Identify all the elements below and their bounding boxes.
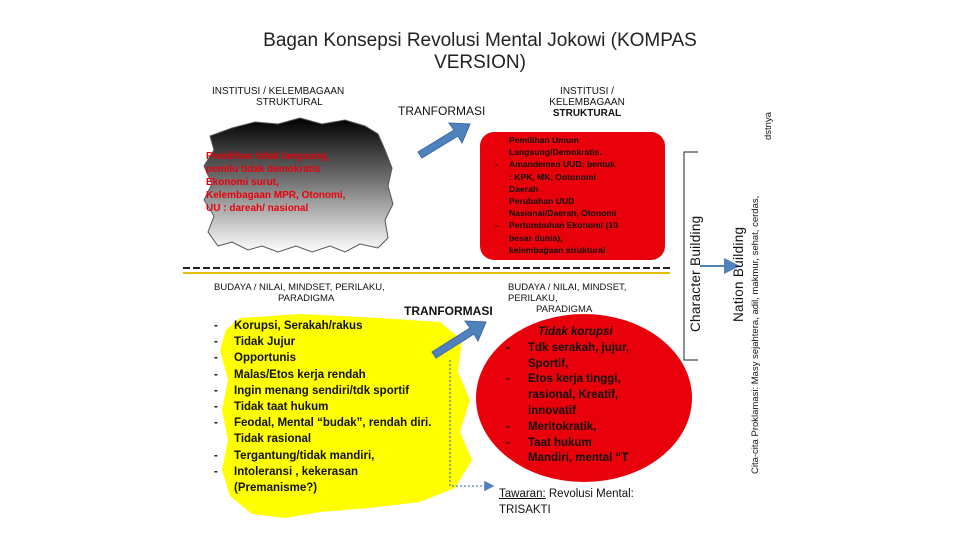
institution-old-item: pemilu tidak demokratis bbox=[206, 164, 321, 175]
culture-right-header bbox=[508, 282, 673, 315]
cita-cita-label-line-2: dstnya bbox=[763, 112, 774, 140]
institution-new-item: Langsung/Demokratis. bbox=[509, 147, 602, 158]
title-line-2: VERSION) bbox=[434, 52, 526, 73]
institution-new-item: : KPK, MK, Ootonomi bbox=[509, 171, 596, 182]
culture-new-first-item: Tidak korupsi bbox=[538, 326, 613, 338]
top-right-header bbox=[528, 86, 646, 119]
institution-new-list bbox=[483, 134, 663, 258]
institution-new-item: Nasional/Daerah, Otonomi bbox=[509, 208, 617, 219]
culture-old-item: - Tidak Jujur bbox=[214, 336, 296, 349]
institution-old-item: Ekonomi surut, bbox=[206, 177, 279, 188]
culture-old-item: - Ingin menang sendiri/tdk sportif bbox=[214, 384, 410, 397]
institution-new-item: besar dunia), bbox=[509, 232, 563, 243]
culture-new-list bbox=[506, 325, 668, 477]
institution-new-item: Pemilihan Umum bbox=[509, 135, 579, 145]
top-transform-label: TRANFORMASI bbox=[398, 104, 486, 118]
culture-right-header-line-1: BUDAYA / NILAI, MINDSET, PERILAKU, bbox=[508, 282, 627, 304]
institution-old-item: Pemilihan tidak langsung, bbox=[206, 151, 330, 162]
culture-old-item: - Korupsi, Serakah/rakus bbox=[214, 320, 363, 332]
culture-old-item: - Intoleransi , kekerasan bbox=[214, 465, 359, 478]
culture-new-item: - Tdk serakah, jujur, bbox=[506, 341, 629, 354]
top-right-header-line-1: INSTITUSI / bbox=[560, 86, 614, 97]
top-right-header-line-2: KELEMBAGAAN bbox=[549, 97, 625, 108]
culture-right-header-line-2: PARADIGMA bbox=[536, 304, 593, 315]
top-left-header bbox=[212, 86, 382, 108]
culture-new-item: - Taat hukum bbox=[506, 436, 592, 449]
nation-building-label: Nation Building bbox=[731, 226, 746, 322]
culture-old-item: Tidak rasional bbox=[234, 433, 312, 446]
top-left-header-line-2: STRUKTURAL bbox=[256, 97, 323, 108]
culture-old-item: - Tergantung/tidak mandiri, bbox=[214, 449, 375, 462]
culture-old-item: (Premanisme?) bbox=[234, 482, 318, 495]
tawaran-text: Revolusi Mental: bbox=[545, 488, 634, 500]
institution-new-item: - Amandemen UUD: bentuk bbox=[495, 159, 615, 170]
culture-old-list bbox=[214, 318, 469, 496]
culture-new-item: Mandiri, mental “T bbox=[528, 452, 629, 465]
institution-new-item: Daerah bbox=[509, 183, 539, 194]
institution-new-item: - Pertumbuhan Ekonomi (10 bbox=[495, 220, 618, 231]
culture-left-header-line-2: PARADIGMA bbox=[278, 293, 335, 304]
culture-new-item: - Etos kerja tinggi, bbox=[506, 373, 621, 386]
cita-cita-label-line-1: Cita-cita Proklamasi: Masy sejahtera, adil, makmur, sehat, cerdas, bbox=[750, 195, 761, 474]
culture-old-item: - Feodal, Mental “budak”, rendah diri. bbox=[214, 417, 432, 430]
institution-new-item: Perubahan UUD bbox=[509, 196, 575, 207]
bottom-transform-label: TRANFORMASI bbox=[404, 304, 493, 318]
culture-old-item: - Opportunis bbox=[214, 352, 296, 365]
title-line-1: Bagan Konsepsi Revolusi Mental Jokowi (KOMPAS bbox=[263, 30, 697, 51]
culture-left-header bbox=[214, 282, 424, 304]
tawaran-line-1 bbox=[499, 486, 679, 502]
character-building-label: Character Building bbox=[688, 215, 703, 332]
top-right-header-line-3: STRUKTURAL bbox=[552, 108, 622, 119]
culture-old-item: - Tidak taat hukum bbox=[214, 401, 329, 414]
culture-new-item: Sportif, bbox=[528, 357, 569, 370]
institution-old-item: UU : dareah/ nasional bbox=[206, 203, 309, 214]
institution-old-list bbox=[206, 150, 391, 215]
institution-new-item: kelembagaan struktural bbox=[509, 244, 606, 255]
top-transform-arrow bbox=[418, 123, 470, 158]
tawaran-label: Tawaran: bbox=[499, 488, 546, 500]
institution-old-item: Kelembagaan MPR, Otonomi, bbox=[206, 190, 346, 201]
top-left-header-line-1: INSTITUSI / KELEMBAGAAN bbox=[212, 86, 345, 97]
culture-new-item: innovatif bbox=[528, 404, 576, 417]
tawaran-line-2: TRISAKTI bbox=[499, 504, 551, 516]
culture-old-item: - Malas/Etos kerja rendah bbox=[214, 368, 366, 381]
culture-new-item: rasional, Kreatif, bbox=[528, 389, 619, 402]
culture-new-item: - Meritokratik, bbox=[506, 420, 597, 433]
tawaran-box bbox=[499, 486, 679, 518]
culture-left-header-line-1: BUDAYA / NILAI, MINDSET, PERILAKU, bbox=[214, 282, 385, 293]
